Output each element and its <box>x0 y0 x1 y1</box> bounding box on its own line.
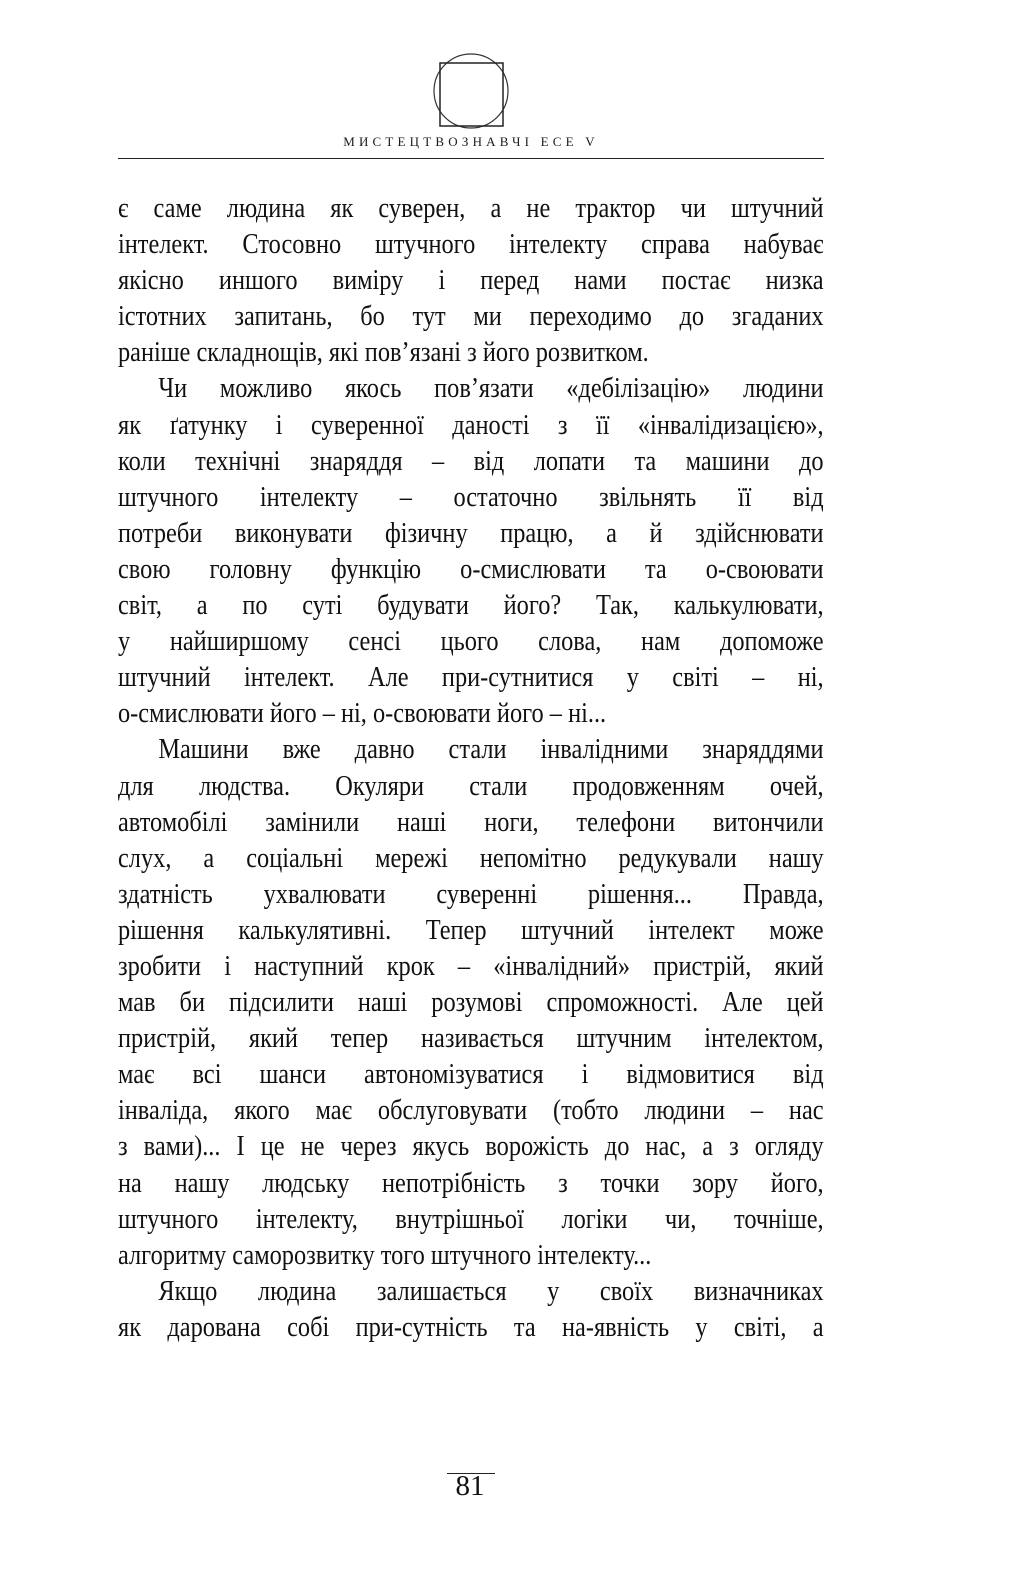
text-line: штучного інтелекту – остаточно звільнять її від <box>118 480 824 513</box>
text-line: зробити і наступний крок – «інвалідний» пристрій, який <box>118 949 824 982</box>
text-line: алгоритму саморозвитку того штучного інтелекту... <box>118 1238 652 1271</box>
text-line: мав би підсилити наші розумові спроможності. Але цей <box>118 986 824 1019</box>
text-line: автомобілі замінили наші ноги, телефони витончили <box>118 805 824 838</box>
text-line: якісно иншого виміру і перед нами постає низка <box>118 264 824 297</box>
text-line: має всі шанси автономізуватися і відмовитися від <box>118 1058 824 1091</box>
text-line: на нашу людську непотрібність з точки зору його, <box>118 1166 824 1199</box>
text-line: свою головну функцію о-смислювати та о-своювати <box>118 552 824 585</box>
text-line: у найширшому сенсі цього слова, нам допоможе <box>118 625 824 658</box>
text-line: Машини вже давно стали інвалідними знаряддями <box>158 733 824 766</box>
text-line: істотних запитань, бо тут ми переходимо до згаданих <box>118 300 824 333</box>
header-rule <box>118 158 824 159</box>
text-line: здатність ухвалювати суверенні рішення... Правда, <box>118 877 824 910</box>
text-line: о-смислювати його – ні, о-своювати його – ні... <box>118 697 607 730</box>
text-line: інваліда, якого має обслуговувати (тобто людини – нас <box>118 1094 824 1127</box>
text-line: потреби виконувати фізичну працю, а й здійснювати <box>118 516 824 549</box>
page-number: 81 <box>455 1470 485 1502</box>
circle-square-emblem-icon <box>433 51 513 131</box>
text-line: слух, а соціальні мережі непомітно редукували нашу <box>118 841 824 874</box>
text-line: з вами)... І це не через якусь ворожість до нас, а з огляду <box>118 1130 824 1163</box>
running-head: МИСТЕЦТВОЗНАВЧІ ЕСЕ V <box>343 134 599 149</box>
paragraph <box>118 370 824 731</box>
text-line: інтелект. Стосовно штучного інтелекту справа набуває <box>118 228 824 261</box>
paragraph <box>118 190 824 370</box>
text-line: світ, а по суті будувати його? Так, калькулювати, <box>118 589 824 622</box>
paragraph <box>118 1273 824 1345</box>
text-line: є саме людина як суверен, а не трактор чи штучний <box>118 192 824 224</box>
text-line: штучний інтелект. Але при-сутнитися у світі – ні, <box>118 661 824 694</box>
text-line: пристрій, який тепер називається штучним інтелектом, <box>118 1022 824 1055</box>
text-line: Якщо людина залишається у своїх визначниках <box>158 1274 824 1307</box>
text-line: для людства. Окуляри стали продовженням очей, <box>118 769 824 802</box>
text-line: рішення калькулятивні. Тепер штучний інтелект може <box>118 913 824 946</box>
paragraph <box>118 731 824 1272</box>
text-line: штучного інтелекту, внутрішньої логіки чи, точніше, <box>118 1202 824 1235</box>
text-line: раніше складнощів, які пов’язані з його розвитком. <box>118 336 649 369</box>
body-text <box>118 190 824 1345</box>
text-line: як дарована собі при-сутність та на-явність у світі, а <box>118 1310 824 1343</box>
text-line: коли технічні знаряддя – від лопати та машини до <box>118 444 824 477</box>
text-line: як ґатунку і суверенної даності з її «інвалідизацією», <box>118 408 824 441</box>
text-line: Чи можливо якось пов’язати «дебілізацію» людини <box>158 372 824 405</box>
